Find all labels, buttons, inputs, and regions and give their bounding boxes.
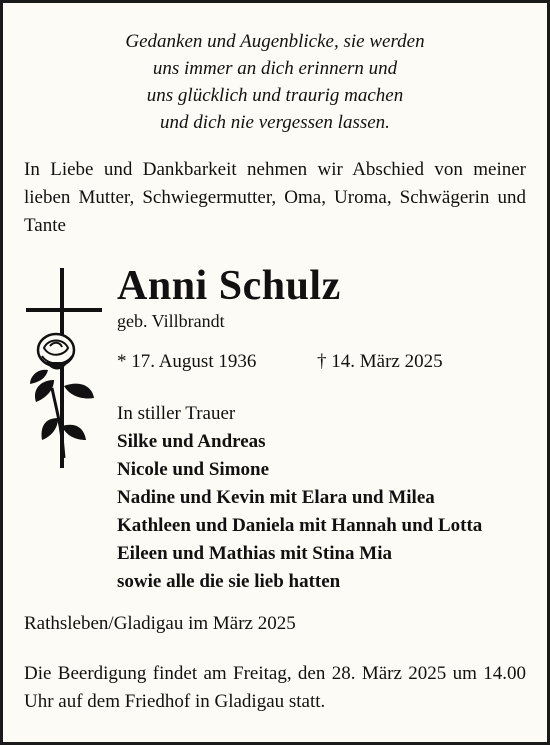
poem-line: Gedanken und Augenblicke, sie werden — [125, 31, 425, 52]
mourners-block — [117, 400, 482, 596]
intro-text: In Liebe und Dankbarkeit nehmen wir Abschied von meiner lieben Mutter, Schwiegermutter, Oma, Uroma, Schwägerin und Tante — [24, 159, 526, 236]
mourner-line: sowie alle die sie lieb hatten — [117, 571, 341, 592]
mourner-line: Nicole und Simone — [117, 459, 270, 480]
poem-line: uns immer an dich erinnern und — [152, 58, 398, 79]
deceased-name: Anni Schulz — [117, 263, 341, 309]
poem-line: uns glücklich und traurig machen — [146, 85, 404, 106]
cross-rose-emblem — [22, 268, 104, 490]
birth-date: * 17. August 1936 — [117, 351, 257, 372]
mourner-line: Eileen und Mathias mit Stina Mia — [117, 543, 392, 564]
mourner-line: Kathleen und Daniela mit Hannah und Lotta — [117, 515, 483, 536]
memorial-poem — [0, 28, 550, 136]
cross-icon — [22, 268, 104, 490]
place-date: Rathsleben/Gladigau im März 2025 — [24, 613, 296, 634]
mourner-line: Nadine und Kevin mit Elara und Milea — [117, 487, 435, 508]
poem-line: und dich nie vergessen lassen. — [160, 112, 390, 133]
funeral-info: Die Beerdigung findet am Freitag, den 28. März 2025 um 14.00 Uhr auf dem Friedhof in Gladigau statt. — [24, 663, 526, 712]
maiden-name: geb. Villbrandt — [117, 311, 225, 331]
mourner-line: Silke und Andreas — [117, 431, 266, 452]
death-date: † 14. März 2025 — [317, 351, 443, 372]
mourners-heading: In stiller Trauer — [117, 403, 236, 424]
